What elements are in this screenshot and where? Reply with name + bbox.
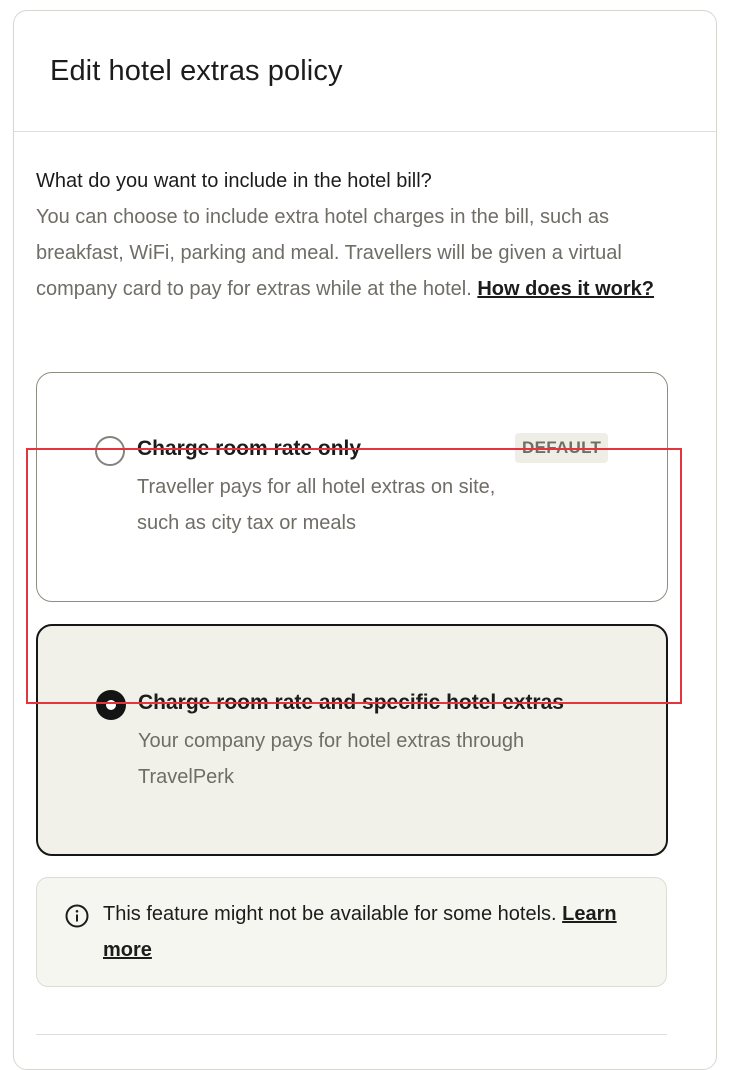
option-title: Charge room rate and specific hotel extras bbox=[138, 691, 564, 714]
description-text: You can choose to include extra hotel charges in the bill, such as breakfast, WiFi, parking and meal. Travellers will be given a virtual company card to pay for extras while at the hotel. bbox=[36, 206, 622, 300]
option-description: Your company pays for hotel extras through TravelPerk bbox=[138, 730, 525, 788]
dialog-header bbox=[14, 11, 716, 132]
hotel-bill-question: What do you want to include in the hotel bill? bbox=[36, 170, 432, 192]
option-room-rate-only[interactable] bbox=[36, 372, 668, 602]
hotel-bill-description bbox=[36, 199, 668, 307]
how-does-it-work-link[interactable]: How does it work? bbox=[477, 278, 655, 300]
dialog-title: Edit hotel extras policy bbox=[50, 55, 343, 87]
learn-more-link[interactable]: Learn more bbox=[103, 903, 617, 961]
option-title: Charge room rate only bbox=[137, 437, 362, 460]
notice-message: This feature might not be available for some hotels. bbox=[103, 903, 557, 925]
default-badge: DEFAULT bbox=[515, 433, 608, 463]
radio-selected-icon[interactable] bbox=[96, 690, 126, 720]
radio-unselected-icon[interactable] bbox=[95, 436, 125, 466]
option-description: Traveller pays for all hotel extras on site, such as city tax or meals bbox=[137, 476, 496, 534]
notice-text bbox=[103, 896, 623, 968]
info-icon bbox=[65, 904, 89, 928]
option-room-rate-and-extras[interactable] bbox=[36, 624, 668, 856]
dialog-body bbox=[36, 163, 668, 961]
divider bbox=[36, 1034, 667, 1035]
availability-notice bbox=[36, 877, 667, 987]
